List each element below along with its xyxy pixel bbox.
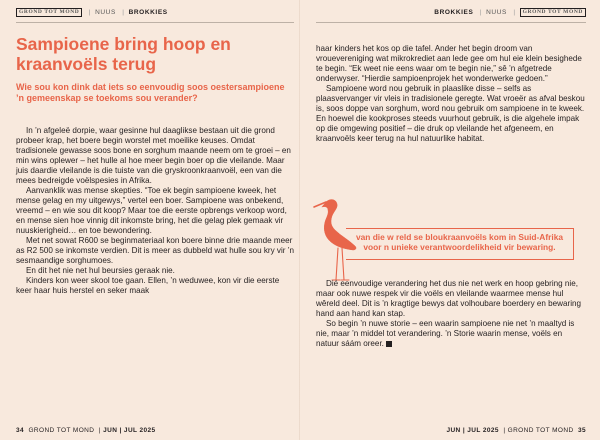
magazine-logo: GROND TOT MOND <box>520 8 586 17</box>
right-body-column-bottom <box>316 279 586 349</box>
body-paragraph: En dit het nie net hul beursies geraak nie. <box>26 266 175 275</box>
body-paragraph: Aanvanklik was mense skepties. “Toe ek begin sampioene kweek, het mense gelag en my uitgewys,” vertel een boer. Sampioene was onbekend, vreemd – en wie sou dit koop? Maar toe die eerste opbrengs verkoop word, en mense sien hoe vinnig dit inkomste bring, het die gelag plek gemaak vir nuuskierigheid… en toe bewondering. <box>16 186 287 235</box>
left-running-head: GROND TOT MOND | NUUS | BROKKIES <box>16 8 168 17</box>
body-paragraph-final <box>316 319 586 349</box>
body-paragraph: haar kinders het kos op die tafel. Ander het begin droom van vrouevereniging wat mikrokrediet aan lede gee om hul eie klein besighede te begin. “Ek weet nie eens waar om te begin nie,” sê ’n afgetrede onderwyser. “Hierdie sampioenprojek het wonderwerke gedoen.” <box>316 44 582 83</box>
body-paragraph: Sampioene word nou gebruik in plaaslike disse – selfs as plaasvervanger vir vleis in tradisionele geregte. Wat vroeër as afval beskou is, soos doppe van sorghum, word nou gebruik om sampioene in te kweek. En hoewel die kookproses steeds vuurhout gebruik, is die algehele impak op die omgewing positief – die druk op vleilande het afgeneem, en kraanvoëls keer terug na hul natuurlike habitat. <box>316 84 585 143</box>
page-number: 35 <box>577 427 586 434</box>
magazine-logo: GROND TOT MOND <box>16 8 82 17</box>
section-label: NUUS <box>95 9 116 17</box>
article-title: Sampioene bring hoop en kraanvoëls terug <box>16 34 231 74</box>
body-paragraph: Met net sowat R600 se beginmateriaal kon boere binne drie maande meer as R2 500 se inkomste verdien. Dit is meer as dubbeld wat hulle sou kry vir ’n sesmaandige sorghumoes. <box>16 236 295 265</box>
folio-brand: GROND TOT MOND <box>28 427 95 434</box>
final-paragraph-text: So begin ’n nuwe storie – een waarin sampioene nie net ’n maaltyd is nie, maar ’n middel tot verandering. ’n Storie waarin mense, voëls en natuur sáám oreer. <box>316 319 575 348</box>
subsection-label: BROKKIES <box>128 9 168 17</box>
article-standfirst: Wie sou kon dink dat iets so eenvoudig soos oestersampioene ’n gemeenskap se toekoms sou verander? <box>16 82 285 103</box>
pull-quote: van die w reld se bloukraanvoëls kom in Suid-Afrika voor n unieke verantwoordelikheid vir bewaring. <box>346 228 574 260</box>
subsection-label: BROKKIES <box>434 9 474 17</box>
body-paragraph: Kinders kon weer skool toe gaan. Ellen, ’n weduwee, kon vir die eerste keer haar huis herstel en seker maak <box>16 276 280 295</box>
right-body-column-top <box>316 44 586 144</box>
right-page <box>300 0 600 440</box>
left-body-column <box>16 126 294 296</box>
body-paragraph: In ’n afgeleë dorpie, waar gesinne hul daaglikse bestaan uit die grond probeer krap, het boere begin worstel met moeilike keuses. Omdat tradisionele gewasse soos bone en sorghum maande neem om te groei – en min wins oplewer – het hulle al hoe meer begin boer op die vleilande. Maar juis daardie vleilande is die tuiste van die gryskroonkraanvoël, een van die mees bedreigde voëlspesies in Afrika. <box>16 126 291 185</box>
folio-issue: JUN | JUL 2025 <box>103 427 156 434</box>
header-rule <box>316 22 586 23</box>
page-number: 34 <box>16 427 25 434</box>
header-rule <box>16 22 294 23</box>
body-paragraph: Dié eenvoudige verandering het dus nie net werk en hoop gebring nie, maar ook nuwe respek vir die voëls en vleilande waarmee mense hul wêreld deel. Dit is ’n kragtige bewys dat volhoubare boerdery en bewaring hand aan hand kan stap. <box>316 279 581 318</box>
end-of-article-icon <box>386 341 392 347</box>
section-label: NUUS <box>486 9 507 17</box>
folio-brand: GROND TOT MOND <box>507 427 574 434</box>
folio-issue: JUN | JUL 2025 <box>446 427 499 434</box>
right-running-head: BROKKIES | NUUS | GROND TOT MOND <box>434 8 586 17</box>
right-folio: JUN | JUL 2025 | GROND TOT MOND 35 <box>446 427 586 434</box>
left-folio: 34 GROND TOT MOND | JUN | JUL 2025 <box>16 427 156 434</box>
